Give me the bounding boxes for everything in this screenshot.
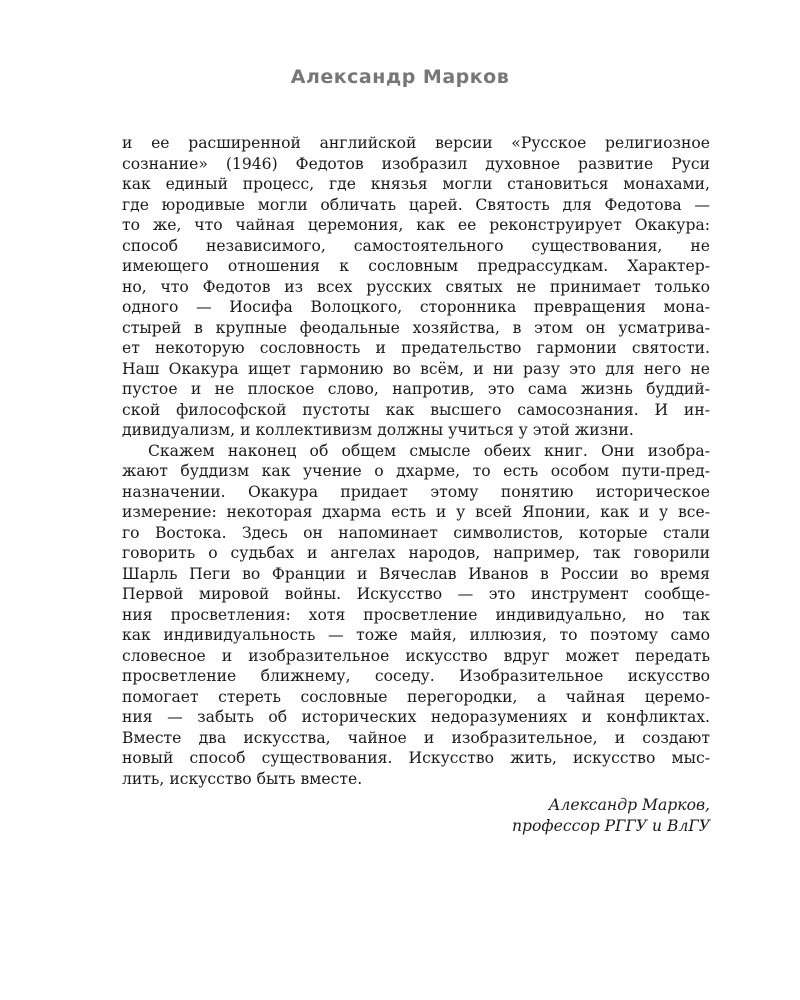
paragraph	[122, 441, 710, 790]
text-line: ет некоторую сословность и предательство гармонии святости.	[122, 339, 710, 357]
text-line: просветление ближнему, соседу. Изобразительное искусство	[122, 667, 710, 685]
text-line: назначении. Окакура придает этому понятию историческое	[122, 482, 710, 501]
text-line: Вместе два искусства, чайное и изобразительное, и создают	[122, 728, 710, 747]
text-line: словесное и изобразительное искусство вдруг может передать	[122, 646, 710, 665]
text-line: Первой мировой войны. Искусство — это инструмент сообще-	[122, 585, 710, 603]
text-line: как единый процесс, где князья могли становиться монахами,	[122, 175, 710, 193]
text-line: жают буддизм как учение о дхарме, то есть особом пути-пред-	[122, 462, 710, 480]
running-head: Александр Марков	[290, 66, 510, 88]
text-line: имеющего отношения к сословным предрассудкам. Характер-	[122, 257, 710, 275]
signature-block	[512, 795, 710, 837]
text-line: одного — Иосифа Волоцкого, сторонника превращения мона-	[122, 298, 710, 316]
text-line: стырей в крупные феодальные хозяйства, в этом он усматрива-	[122, 318, 710, 337]
text-line: ния — забыть об исторических недоразумениях и конфликтах.	[122, 708, 710, 726]
text-line: как индивидуальность — тоже майя, иллюзия, то поэтому само	[122, 626, 710, 644]
text-line: и ее расширенной английской версии «Русское религиозное	[122, 134, 710, 152]
text-line: способ независимого, самостоятельного существования, не	[122, 236, 710, 255]
text-line: сознание» (1946) Федотов изобразил духовное развитие Руси	[122, 154, 710, 173]
text-line: говорить о судьбах и ангелах народов, например, так говорили	[122, 544, 710, 562]
text-line: Шарль Пеги во Франции и Вячеслав Иванов в России во время	[122, 564, 710, 583]
text-line: го Востока. Здесь он напоминает символистов, которые стали	[122, 523, 710, 542]
text-line: ния просветления: хотя просветление индивидуально, но так	[122, 605, 710, 624]
text-line: лить, искусство быть вместе.	[122, 769, 363, 788]
body-text	[122, 133, 710, 789]
text-line: помогает стереть сословные перегородки, а чайная церемо-	[122, 687, 710, 706]
text-line: Наш Окакура ищет гармонию во всём, и ни разу это для него не	[122, 359, 710, 378]
text-line: новый способ существования. Искусство жить, искусство мыс-	[122, 749, 710, 767]
text-line: измерение: некоторая дхарма есть и у всей Японии, как и у все-	[122, 503, 710, 521]
text-line: Скажем наконец об общем смысле обеих книг. Они изобра-	[148, 441, 710, 460]
text-line: где юродивые могли обличать царей. Святость для Федотова —	[122, 195, 710, 214]
text-line: то же, что чайная церемония, как ее реконструирует Окакура:	[122, 216, 710, 234]
paragraph	[122, 133, 710, 441]
signature-name: Александр Марков,	[548, 796, 710, 814]
signature-title: профессор РГГУ и ВлГУ	[512, 817, 710, 835]
text-line: дивидуализм, и коллективизм должны учиться у этой жизни.	[122, 421, 634, 439]
text-line: но, что Федотов из всех русских святых не принимает только	[122, 277, 710, 296]
text-line: ской философской пустоты как высшего самосознания. И ин-	[122, 400, 710, 419]
text-line: пустое и не плоское слово, напротив, это сама жизнь буддий-	[122, 380, 710, 398]
